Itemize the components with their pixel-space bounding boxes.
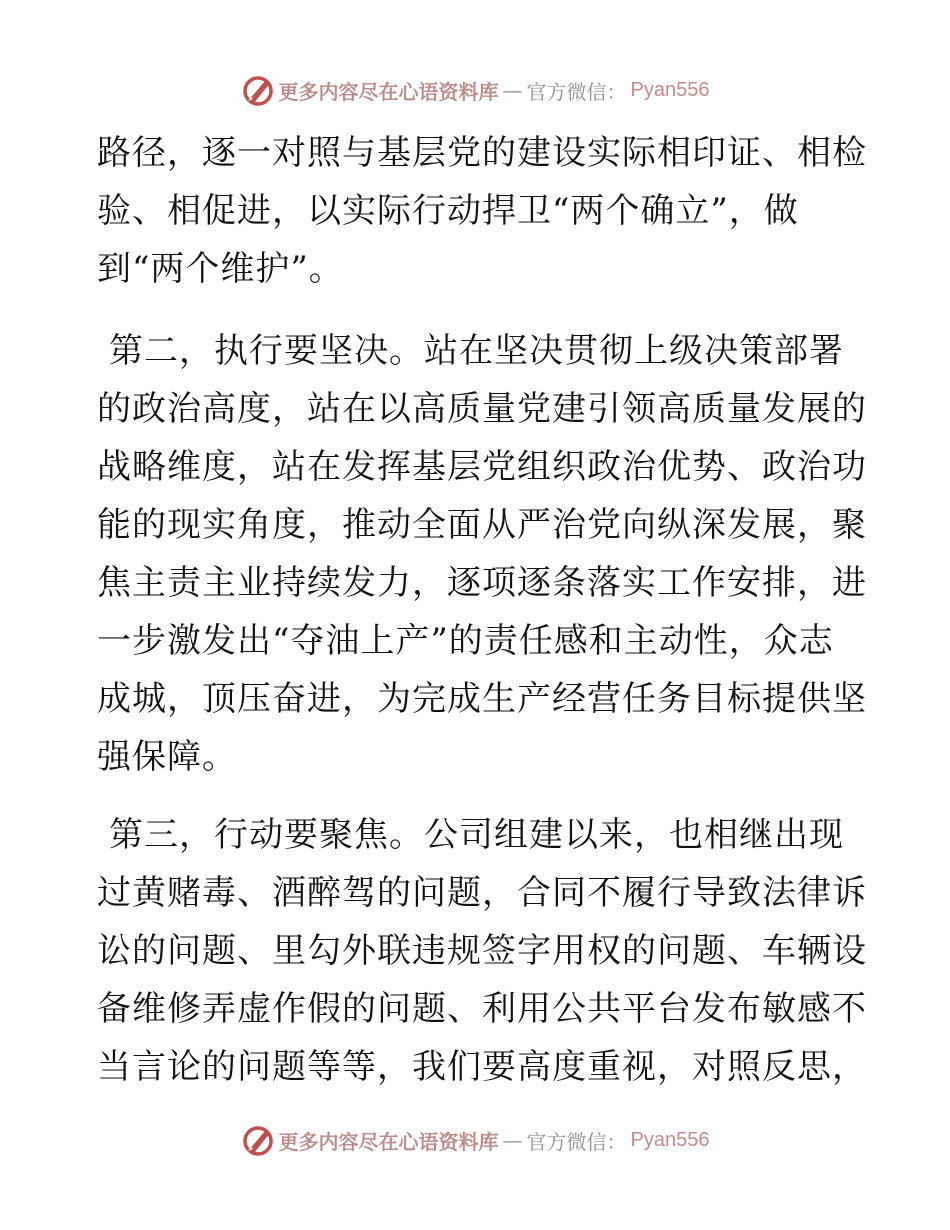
paragraph-line: 讼的问题、里勾外联违规签字用权的问题、车辆设 [97, 931, 867, 971]
paragraph-line: 第三，行动要聚焦。公司组建以来，也相继出现 [109, 815, 844, 855]
paragraph-line: 战略维度，站在发挥基层党组织政治优势、政治功 [97, 447, 867, 487]
paragraph-line: 到“两个维护”。 [97, 249, 344, 289]
paragraph-line: 成城，顶压奋进，为完成生产经营任务目标提供坚 [97, 679, 867, 719]
banner-wechat-id: Pyan556 [630, 78, 710, 101]
pen-circle-logo-icon [241, 1123, 275, 1157]
paragraph-1 [97, 124, 867, 298]
pen-circle-logo-icon [241, 73, 275, 107]
paragraph-line: 能的现实角度，推动全面从严治党向纵深发展，聚 [97, 505, 867, 545]
footer-banner [0, 1122, 950, 1158]
paragraph-line: 过黄赌毒、酒醉驾的问题，合同不履行导致法律诉 [97, 873, 867, 913]
paragraph-line: 焦主责主业持续发力，逐项逐条落实工作安排，进 [97, 563, 867, 603]
banner-wechat-id: Pyan556 [630, 1128, 710, 1151]
paragraph-line: 验、相促进，以实际行动捍卫“两个确立”，做 [97, 191, 799, 231]
paragraph-3 [97, 806, 867, 1096]
banner-wechat-label: 官方微信： [526, 1129, 627, 1154]
paragraph-line: 第二，执行要坚决。站在坚决贯彻上级决策部署 [109, 331, 844, 371]
banner-separator: — [502, 78, 523, 102]
paragraph-line: 的政治高度，站在以高质量党建引领高质量发展的 [97, 389, 867, 429]
paragraph-line: 备维修弄虚作假的问题、利用公共平台发布敏感不 [97, 989, 867, 1029]
header-banner [0, 72, 950, 108]
paragraph-2 [97, 322, 867, 786]
banner-separator: — [502, 1128, 523, 1152]
banner-main-text: 更多内容尽在心语资料库 [278, 1129, 499, 1154]
paragraph-line: 当言论的问题等等，我们要高度重视，对照反思， [97, 1047, 867, 1087]
paragraph-line: 路径，逐一对照与基层党的建设实际相印证、相检 [97, 133, 867, 173]
paragraph-line: 强保障。 [97, 737, 237, 777]
banner-wechat-label: 官方微信： [526, 79, 627, 104]
document-body [97, 124, 867, 1116]
banner-main-text: 更多内容尽在心语资料库 [278, 79, 499, 104]
paragraph-line: 一步激发出“夺油上产”的责任感和主动性，众志 [97, 621, 834, 661]
